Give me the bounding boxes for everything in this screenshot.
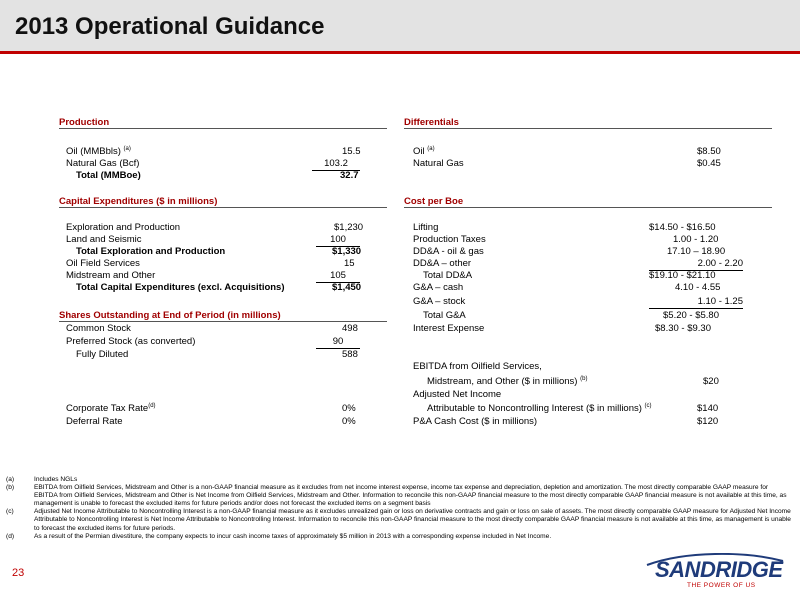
capex-row — [66, 282, 386, 294]
shares-label: Common Stock — [66, 323, 131, 334]
footnote — [6, 508, 791, 532]
deferral-row — [66, 416, 386, 428]
cost-value: 2.00 - 2.20 — [649, 258, 743, 271]
ebitda-note: (b) — [580, 376, 588, 382]
production-oil-row — [66, 146, 386, 158]
cost-value: 17.10 – 18.90 — [667, 246, 726, 257]
corp-tax-value: 0% — [342, 403, 356, 414]
cost-row — [413, 323, 773, 335]
capex-value: $1,330 — [332, 246, 362, 257]
capex-label: Land and Seismic — [66, 234, 142, 245]
footnote-text: Includes NGLs — [34, 476, 78, 483]
cost-row — [413, 270, 773, 282]
differentials-heading: Differentials — [404, 117, 772, 129]
diff-oil-note: (a) — [427, 146, 435, 152]
capex-label: Total Capital Expenditures (excl. Acquisitions) — [76, 282, 285, 293]
shares-row — [66, 349, 386, 361]
capex-label: Exploration and Production — [66, 222, 181, 233]
footnote-key: (b) — [6, 484, 15, 492]
capex-row — [66, 222, 386, 234]
title-bar — [0, 0, 800, 54]
cost-label: Lifting — [413, 222, 439, 233]
diff-gas-label: Natural Gas — [413, 158, 464, 169]
pa-row — [413, 416, 773, 428]
ani-line1: Adjusted Net Income — [413, 389, 502, 400]
capex-row — [66, 246, 386, 258]
pa-value: $120 — [697, 416, 719, 427]
cost-row — [413, 246, 773, 258]
capex-value: $1,450 — [332, 282, 362, 293]
production-total-value: 32.7 — [340, 170, 359, 181]
cost-label: Production Taxes — [413, 234, 486, 245]
shares-heading: Shares Outstanding at End of Period (in millions) — [59, 310, 387, 322]
deferral-value: 0% — [342, 416, 356, 427]
cost-row — [413, 222, 773, 234]
cost-row — [413, 258, 773, 270]
cost-row — [413, 310, 773, 322]
cost-value: $8.30 - $9.30 — [655, 323, 711, 334]
ebitda-line1: EBITDA from Oilfield Services, — [413, 361, 542, 372]
shares-value: 90 — [316, 336, 360, 349]
capex-value: 15 — [344, 258, 355, 269]
footnote-text: Adjusted Net Income Attributable to Noncontrolling Interest is a non-GAAP financial measure as it excludes unrealized gain or loss on derivative contracts and gain or loss on sale of assets. The most directly comparable GAAP measure for Adjusted Net Income Attributable to Noncontrolling Interest is Net Income Attributable to Noncontrolling Interest. Information to reconcile this non-GAAP financial measure to the most directly comparable GAAP financial measure is not available at this time, as management is unable to forecast the excluded items for future periods. — [34, 508, 791, 532]
cost-label: Total DD&A — [423, 270, 473, 281]
capex-label: Total Exploration and Production — [76, 246, 226, 257]
cost-value: $19.10 - $21.10 — [649, 270, 716, 281]
deferral-label: Deferral Rate — [66, 416, 123, 427]
page-title: 2013 Operational Guidance — [15, 13, 325, 40]
production-oil-value: 15.5 — [342, 146, 361, 157]
footnote — [6, 533, 791, 541]
diff-oil-row — [413, 146, 773, 158]
production-oil-note: (a) — [123, 146, 131, 152]
logo-name: SANDRIDGE — [655, 557, 783, 582]
capex-heading: Capital Expenditures ($ in millions) — [59, 196, 387, 208]
production-total-row — [66, 170, 386, 182]
production-total-label: Total (MMBoe) — [76, 170, 141, 181]
corp-tax-note: (d) — [148, 403, 156, 409]
footnote-text: EBITDA from Oilfield Services, Midstream and Other is a non-GAAP financial measure as it excludes from net income interest expense, income tax expense and depreciation, depletion and amortization. The most directly comparable GAAP measure for EBITDA from Oilfield Services, Midstream and Other is Net Income from Oilfield Services, Midstream and Other. Information to reconcile this non-GAAP financial measure to the most directly comparable GAAP financial measure is not available at this time, as management is unable to forecast the excluded items for future periods and/or does not forecast the excluded items on a segment basis — [34, 484, 787, 508]
cost-heading: Cost per Boe — [404, 196, 772, 208]
production-gas-label: Natural Gas (Bcf) — [66, 158, 140, 169]
production-oil-label: Oil (MMBbls) — [66, 146, 121, 157]
ebitda-row — [413, 376, 773, 388]
capex-value: 100 — [316, 234, 360, 247]
footnote-key: (d) — [6, 532, 15, 540]
page-number: 23 — [12, 567, 25, 579]
diff-gas-row — [413, 158, 773, 170]
footnote-key: (c) — [6, 508, 14, 516]
corp-tax-row — [66, 403, 386, 415]
ani-value: $140 — [697, 403, 719, 414]
footnote-key: (a) — [6, 476, 15, 483]
cost-row — [413, 296, 773, 308]
ani-row — [413, 403, 773, 415]
logo-tagline: THE POWER OF US — [687, 582, 756, 589]
ani-note: (c) — [644, 403, 652, 409]
cost-value: $5.20 - $5.80 — [663, 310, 719, 321]
footnote — [6, 484, 791, 508]
cost-value: 4.10 - 4.55 — [675, 282, 721, 293]
cost-row — [413, 282, 773, 294]
ebitda-value: $20 — [703, 376, 719, 387]
cost-label: G&A – cash — [413, 282, 464, 293]
shares-label: Fully Diluted — [76, 349, 129, 360]
cost-value: 1.00 - 1.20 — [673, 234, 719, 245]
pa-label: P&A Cash Cost ($ in millions) — [413, 416, 538, 427]
ani-line2: Attributable to Noncontrolling Interest ($ in millions) — [427, 403, 642, 414]
diff-oil-label: Oil — [413, 146, 425, 157]
footnotes — [6, 476, 791, 541]
ebitda-line1-row — [413, 361, 773, 373]
cost-value: $14.50 - $16.50 — [649, 222, 716, 233]
cost-value: 1.10 - 1.25 — [649, 296, 743, 309]
shares-value: 498 — [342, 323, 358, 334]
footnote — [6, 476, 791, 484]
sandridge-logo — [637, 553, 787, 593]
capex-value: 105 — [316, 270, 360, 283]
production-gas-value: 103.2 — [312, 158, 360, 171]
cost-label: DD&A – other — [413, 258, 472, 269]
capex-value: $1,230 — [334, 222, 364, 233]
diff-gas-value: $0.45 — [697, 158, 721, 169]
capex-label: Oil Field Services — [66, 258, 140, 269]
production-gas-row — [66, 158, 386, 170]
shares-value: 588 — [342, 349, 358, 360]
capex-row — [66, 258, 386, 270]
shares-row — [66, 323, 386, 335]
footnote-text: As a result of the Permian divestiture, the company expects to incur cash income taxes of approximately $5 million in 2013 with a corresponding expense included in Net Income. — [34, 532, 552, 540]
diff-oil-value: $8.50 — [697, 146, 721, 157]
capex-row — [66, 234, 386, 246]
cost-label: Total G&A — [423, 310, 466, 321]
shares-row — [66, 336, 386, 348]
ebitda-line2: Midstream, and Other ($ in millions) — [427, 376, 578, 387]
cost-label: Interest Expense — [413, 323, 485, 334]
capex-label: Midstream and Other — [66, 270, 156, 281]
shares-label: Preferred Stock (as converted) — [66, 336, 196, 347]
cost-row — [413, 234, 773, 246]
corp-tax-label: Corporate Tax Rate — [66, 403, 149, 414]
cost-label: DD&A - oil & gas — [413, 246, 484, 257]
cost-label: G&A – stock — [413, 296, 466, 307]
production-heading: Production — [59, 117, 387, 129]
ani-line1-row — [413, 389, 773, 401]
capex-row — [66, 270, 386, 282]
